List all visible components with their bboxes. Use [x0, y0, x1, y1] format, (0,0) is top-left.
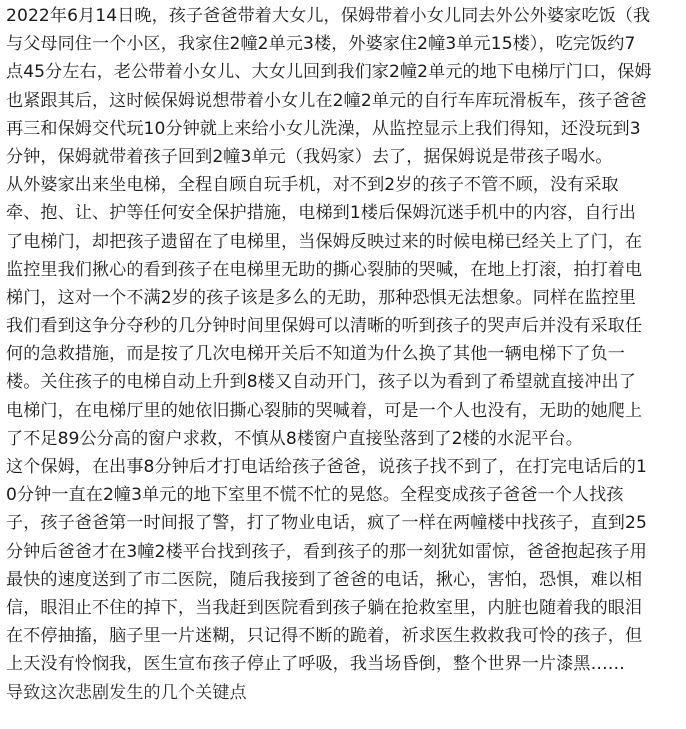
text-line: 监控里我们揪心的看到孩子在电梯里无助的撕心裂肺的哭喊，在地上打滚，拍打着电 — [6, 259, 643, 280]
text-line: 最快的速度送到了市二医院，随后我接到了爸爸的电话，揪心，害怕，恐惧，难以相 — [6, 569, 643, 590]
text-line: 分钟后爸爸才在3幢2楼平台找到孩子，看到孩子的那一刻犹如雷惊，爸爸抱起孩子用 — [6, 541, 647, 562]
text-line: 点45分左右，老公带着小女儿、大女儿回到我们家2幢2单元的地下电梯厅门口，保姆 — [6, 62, 652, 83]
text-line: 信，眼泪止不住的掉下，当我赶到医院看到孩子躺在抢救室里，内脏也随着我的眼泪 — [6, 597, 643, 618]
text-line: 子，孩子爸爸第一时间报了警，打了物业电话，疯了一样在两幢楼中找孩子，直到25 — [6, 513, 647, 534]
text-line: 了电梯门，却把孩子遗留在了电梯里，当保姆反映过来的时候电梯已经关上了门，在 — [6, 231, 643, 252]
text-line: 也紧跟其后，这时候保姆说想带着小女儿在2幢2单元的自行车库玩滑板车，孩子爸爸 — [6, 90, 647, 111]
text-line: 这个保姆，在出事8分钟后才打电话给孩子爸爸，说孩子找不到了，在打完电话后的1 — [6, 457, 647, 477]
text-line: 上天没有怜悯我，医生宣布孩子停止了呼吸，我当场昏倒，整个世界一片漆黑…… — [6, 654, 625, 675]
text-line: 何的急救措施，而是按了几次电梯开关后不知道为什么换了其他一辆电梯下了负一 — [6, 344, 625, 365]
article-body — [6, 2, 682, 707]
text-line: 从外婆家出来坐电梯，全程自顾自玩手机，对不到2岁的孩子不管不顾，没有采取 — [6, 175, 619, 196]
text-line-partial: 导致这次悲剧发生的几个关键点 — [6, 682, 247, 703]
text-line: 电梯门，在电梯厅里的她依旧撕心裂肺的哭喊着，可是一个人也没有，无助的她爬上 — [6, 400, 643, 421]
text-line: 与父母同住一个小区，我家住2幢2单元3楼，外婆家住2幢3单元15楼），吃完饭约7 — [6, 34, 636, 55]
text-line: 分钟，保姆就带着孩子回到2幢3单元（我妈家）去了，据保姆说是带孩子喝水。 — [6, 146, 613, 167]
text-line: 了不足89公分高的窗户求救，不慎从8楼窗户直接坠落到了2楼的水泥平台。 — [6, 428, 583, 449]
text-line: 在不停抽搐，脑子里一片迷糊，只记得不断的跪着，祈求医生救救我可怜的孩子，但 — [6, 626, 643, 647]
text-line: 再三和保姆交代玩10分钟就上来给小女儿洗澡，从监控显示上我们得知，还没玩到3 — [6, 118, 641, 139]
text-line: 牵、抱、让、护等任何安全保护措施，电梯到1楼后保姆沉迷手机中的内容，自行出 — [6, 203, 636, 224]
text-line: 2022年6月14日晚，孩子爸爸带着大女儿，保姆带着小女儿同去外公外婆家吃饭（我 — [6, 6, 651, 26]
text-line: 楼。关住孩子的电梯自动上升到8楼又自动开门，孩子以为看到了希望就直接冲出了 — [6, 372, 636, 393]
text-line: 梯门，这对一个不满2岁的孩子该是多么的无助，那种恐惧无法想象。同样在监控里 — [6, 287, 636, 308]
text-line: 0分钟一直在2幢3单元的地下室里不慌不忙的晃悠。全程变成孩子爸爸一个人找孩 — [6, 485, 624, 506]
text-line: 我们看到这争分夺秒的几分钟时间里保姆可以清晰的听到孩子的哭声后并没有采取任 — [6, 316, 643, 337]
